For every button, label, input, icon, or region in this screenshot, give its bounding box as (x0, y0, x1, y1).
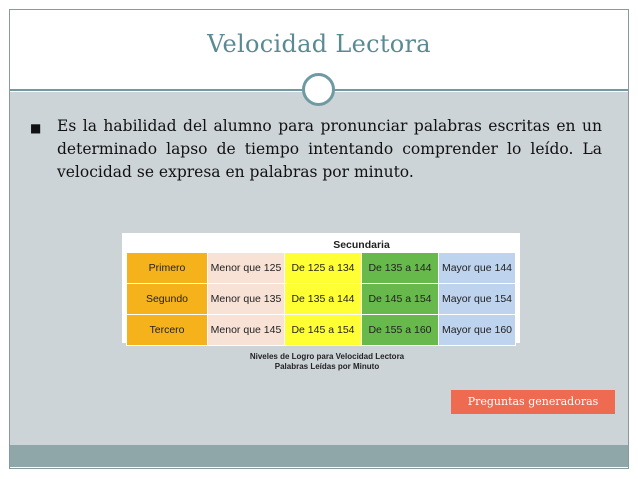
yellow-cell: De 135 a 144 (285, 284, 362, 315)
more-cell: Mayor que 144 (439, 253, 516, 284)
level-cell: Segundo (127, 284, 208, 315)
caption-line-1: Niveles de Logro para Velocidad Lectora (249, 352, 405, 361)
table-row (127, 315, 516, 346)
caption-line-2: Palabras Leídas por Minuto (274, 362, 380, 371)
table-row (127, 284, 516, 315)
less-cell: Menor que 135 (208, 284, 285, 315)
more-cell: Mayor que 160 (439, 315, 516, 346)
green-cell: De 145 a 154 (362, 284, 439, 315)
bullet-paragraph: Es la habilidad del alumno para pronunciar palabras escritas en un determinado lapso de tiempo intentando comprender lo leído. La velocidad se expresa en palabras por minuto. (57, 117, 602, 181)
levels-table (126, 237, 516, 346)
table-header-row (127, 238, 516, 253)
table-header: Secundaria (285, 238, 439, 253)
green-cell: De 135 a 144 (362, 253, 439, 284)
yellow-cell: De 145 a 154 (285, 315, 362, 346)
yellow-cell: De 125 a 134 (285, 253, 362, 284)
table-row (127, 253, 516, 284)
less-cell: Menor que 125 (208, 253, 285, 284)
green-cell: De 155 a 160 (362, 315, 439, 346)
level-cell: Tercero (127, 315, 208, 346)
less-cell: Menor que 145 (208, 315, 285, 346)
circle-ornament-icon (302, 73, 335, 106)
more-cell: Mayor que 154 (439, 284, 516, 315)
bullet-icon: ■ (30, 121, 42, 135)
preguntas-generadoras-button[interactable]: Preguntas generadoras (451, 390, 615, 414)
reading-speed-table (122, 233, 520, 343)
level-cell: Primero (127, 253, 208, 284)
table-caption (222, 352, 432, 372)
footer-bar (10, 445, 628, 467)
slide-title: Velocidad Lectora (207, 30, 431, 58)
